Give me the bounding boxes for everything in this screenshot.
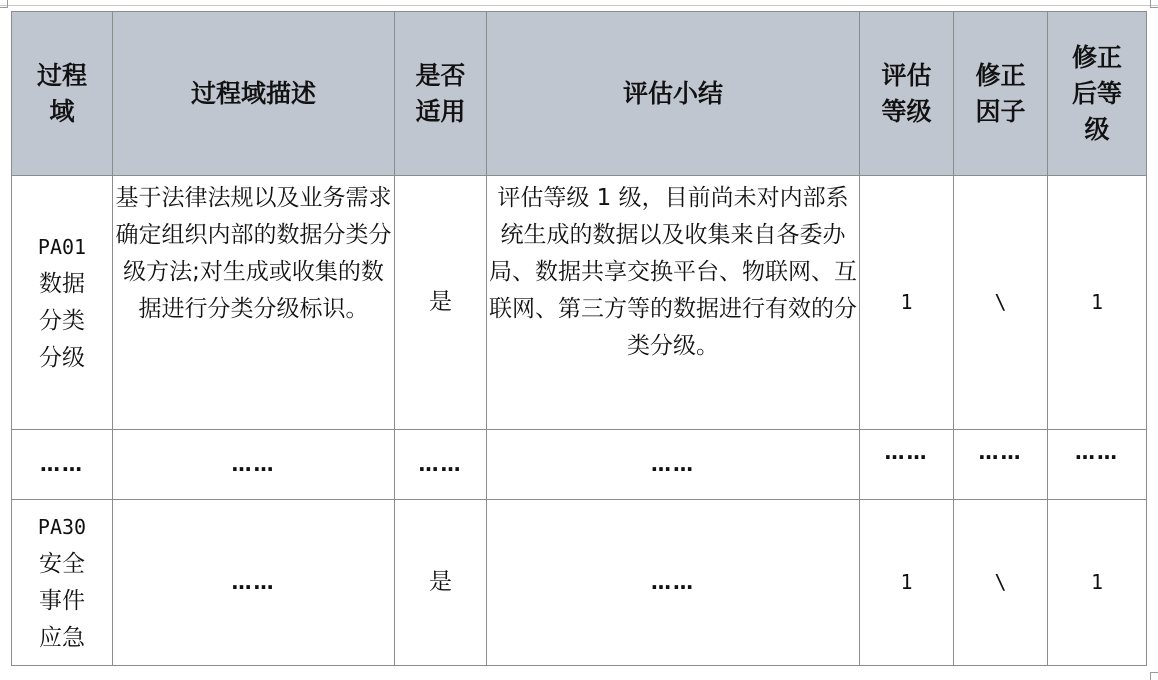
assessed-level-cell: 1 [860, 176, 954, 430]
process-code: PA30 [37, 514, 87, 539]
process-code: PA01 [37, 234, 87, 259]
header-description: 过程域描述 [113, 12, 395, 176]
summary-cell: …… [487, 430, 860, 500]
corner-mark-top-left [0, 0, 8, 8]
table-row [12, 430, 1147, 500]
description-cell: …… [113, 500, 395, 666]
applicable-cell: 是 [395, 176, 487, 430]
corner-mark-bottom-right [1150, 672, 1158, 680]
header-summary: 评估小结 [487, 12, 860, 176]
process-name: 数据分类分级 [39, 270, 85, 371]
table-row [12, 500, 1147, 666]
summary-cell: 评估等级 1 级，目前尚未对内部系统生成的数据以及收集来自各委办局、数据共享交换平台、物联网、互联网、第三方等的数据进行有效的分类分级。 [487, 176, 860, 430]
header-row [12, 12, 1147, 176]
header-process-domain: 过程域 [12, 12, 113, 176]
process-domain-cell: …… [12, 430, 113, 500]
applicable-cell: …… [395, 430, 487, 500]
description-cell: 基于法律法规以及业务需求确定组织内部的数据分类分级方法;对生成或收集的数据进行分类分级标识。 [113, 176, 395, 430]
process-name: 安全事件应急 [39, 550, 85, 651]
summary-cell: …… [487, 500, 860, 666]
process-domain-cell [12, 176, 113, 430]
assessed-level-cell: …… [860, 430, 954, 500]
correction-factor-cell: …… [954, 430, 1048, 500]
correction-factor-cell: \ [954, 500, 1048, 666]
process-domain-cell [12, 500, 113, 666]
correction-factor-cell: \ [954, 176, 1048, 430]
corrected-level-cell: …… [1048, 430, 1147, 500]
assessed-level-cell: 1 [860, 500, 954, 666]
corner-mark-top-right [1150, 0, 1158, 8]
header-assessed-level: 评估等级 [860, 12, 954, 176]
description-cell: …… [113, 430, 395, 500]
header-applicable: 是否适用 [395, 12, 487, 176]
header-correction-factor: 修正因子 [954, 12, 1048, 176]
applicable-cell: 是 [395, 500, 487, 666]
header-corrected-level: 修正后等级 [1048, 12, 1147, 176]
corrected-level-cell: 1 [1048, 500, 1147, 666]
assessment-table [11, 11, 1147, 666]
table-row [12, 176, 1147, 430]
corrected-level-cell: 1 [1048, 176, 1147, 430]
page-top-rule [0, 5, 1158, 6]
